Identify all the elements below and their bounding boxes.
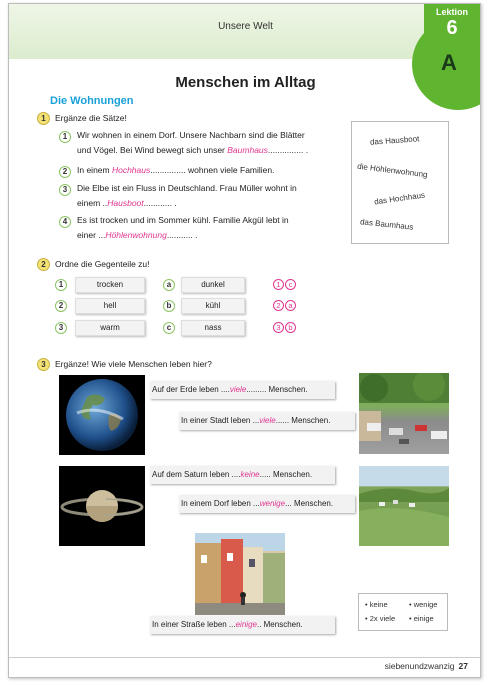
ex1-item-text: und Vögel. Bei Wind bewegt sich unser <box>77 145 228 155</box>
exercise-2-number: 2 <box>37 258 50 271</box>
earth-image <box>59 375 145 455</box>
ex3-text: In einem Dorf leben ... <box>181 499 260 508</box>
word-box <box>351 121 449 244</box>
street-image <box>195 533 285 615</box>
ex3-answer[interactable]: keine <box>240 470 260 479</box>
ex1-answer[interactable]: Hausboot <box>107 198 144 208</box>
lesson-tab <box>424 4 480 44</box>
ex3-answer[interactable]: viele <box>229 385 247 394</box>
village-picture <box>359 466 449 546</box>
ex3-text: Auf der Erde leben .... <box>152 385 230 394</box>
ex1-item-number: 2 <box>59 166 71 178</box>
ex1-answer[interactable]: Baumhaus <box>227 145 268 155</box>
ex2-right-word[interactable]: dunkel <box>181 277 245 293</box>
ex3-text-end: ...... Menschen. <box>275 416 331 425</box>
ex3-text: In einer Straße leben ... <box>152 620 236 629</box>
ex2-answer-pair[interactable] <box>273 300 297 311</box>
exercise-1-instruction: Ergänze die Sätze! <box>55 113 127 123</box>
ex1-answer[interactable]: Hochhaus <box>111 165 151 175</box>
ex3-sentence <box>150 381 335 399</box>
ex1-item-answer-line <box>77 143 308 158</box>
ex2-right-word[interactable]: nass <box>181 320 245 336</box>
ex3-sentence <box>179 495 355 513</box>
footer-divider <box>9 657 480 658</box>
page-title: Menschen im Alltag <box>175 74 316 91</box>
answer-letter: b <box>285 322 296 333</box>
page-header <box>9 4 481 59</box>
street-picture <box>195 533 285 615</box>
ex3-text-end: ... Menschen. <box>285 499 334 508</box>
ex1-item-line: Wir wohnen in einem Dorf. Unsere Nachbarn sind die Blätter <box>77 130 305 140</box>
ex1-answer[interactable]: Höhlenwohnung <box>105 230 167 240</box>
page-number: 27 <box>458 661 468 671</box>
exercise-2-instruction: Ordne die Gegenteile zu! <box>55 259 150 269</box>
ex3-answer[interactable]: viele <box>259 416 276 425</box>
ex3-text-end: .. Menschen. <box>256 620 303 629</box>
ex3-text-end: ......... Menschen. <box>246 385 308 394</box>
lesson-label: Lektion <box>435 7 468 17</box>
workbook-page <box>8 3 481 678</box>
ex1-item-text: einer ... <box>77 230 106 240</box>
legend-item: • keine <box>365 600 388 609</box>
ex1-item-number: 4 <box>59 216 71 228</box>
ex2-right-letter: c <box>163 322 175 334</box>
unit-letter: A <box>441 50 457 75</box>
city-street-image <box>359 373 449 454</box>
ex1-item-number: 1 <box>59 131 71 143</box>
word-box-item: das Hausboot <box>369 134 420 147</box>
ex2-answer-pair[interactable] <box>273 279 297 290</box>
ex1-item-number: 3 <box>59 184 71 196</box>
ex2-left-word[interactable]: warm <box>75 320 145 336</box>
answer-number: 3 <box>273 322 284 333</box>
ex2-left-number: 1 <box>55 279 67 291</box>
ex2-right-letter: a <box>163 279 175 291</box>
legend-item: • einige <box>409 614 434 623</box>
ex2-right-word[interactable]: kühl <box>181 298 245 314</box>
ex3-answer[interactable]: einige <box>235 620 257 629</box>
ex1-item-line: Es ist trocken und im Sommer kühl. Familie Akgül lebt in <box>77 215 289 225</box>
page-footer <box>385 661 468 671</box>
word-box-item: das Hochhaus <box>373 190 426 207</box>
ex3-text-end: ..... Menschen. <box>259 470 313 479</box>
answer-legend <box>358 593 448 631</box>
ex1-item-text: In einem <box>77 165 112 175</box>
answer-letter: c <box>285 279 296 290</box>
ex2-left-number: 2 <box>55 300 67 312</box>
ex2-left-number: 3 <box>55 322 67 334</box>
ex2-left-word[interactable]: hell <box>75 298 145 314</box>
ex1-item-line: Die Elbe ist ein Fluss in Deutschland. Frau Müller wohnt in <box>77 183 297 193</box>
saturn-image <box>59 466 145 546</box>
answer-number: 2 <box>273 300 284 311</box>
ex3-sentence <box>150 616 335 634</box>
ex1-item-answer-line <box>77 196 177 211</box>
header-title: Unsere Welt <box>218 21 273 32</box>
page-number-words: siebenundzwanzig <box>384 661 455 671</box>
answer-letter: a <box>285 300 296 311</box>
ex2-right-letter: b <box>163 300 175 312</box>
ex1-item-text-end: ........... . <box>166 230 198 240</box>
ex1-item-answer-line <box>77 163 275 178</box>
ex3-sentence <box>150 466 335 484</box>
lesson-number: 6 <box>446 17 458 39</box>
exercise-3-instruction: Ergänze! Wie viele Menschen leben hier? <box>55 359 212 369</box>
word-box-item: die Höhlenwohnung <box>356 161 429 180</box>
city-picture <box>359 373 449 454</box>
ex2-left-word[interactable]: trocken <box>75 277 145 293</box>
answer-number: 1 <box>273 279 284 290</box>
word-box-item: das Baumhaus <box>359 217 414 232</box>
ex1-item-answer-line <box>77 228 198 243</box>
exercise-1-number: 1 <box>37 112 50 125</box>
ex3-answer[interactable]: wenige <box>259 499 286 508</box>
legend-item: • wenige <box>409 600 438 609</box>
ex1-item-text: einem .. <box>77 198 108 208</box>
legend-item: • 2x viele <box>365 614 396 623</box>
village-image <box>359 466 449 546</box>
section-title: Die Wohnungen <box>50 95 134 107</box>
ex1-item-text-end: ............... . <box>267 145 309 155</box>
saturn-picture <box>59 466 145 546</box>
ex3-sentence <box>179 412 355 430</box>
ex1-item-text-end: ............... wohnen viele Familien. <box>150 165 275 175</box>
ex2-answer-pair[interactable] <box>273 322 297 333</box>
exercise-3-number: 3 <box>37 358 50 371</box>
ex1-item-text-end: ............ . <box>143 198 177 208</box>
ex3-text: Auf dem Saturn leben .... <box>152 470 241 479</box>
ex3-text: In einer Stadt leben ... <box>181 416 260 425</box>
earth-picture <box>59 375 145 455</box>
